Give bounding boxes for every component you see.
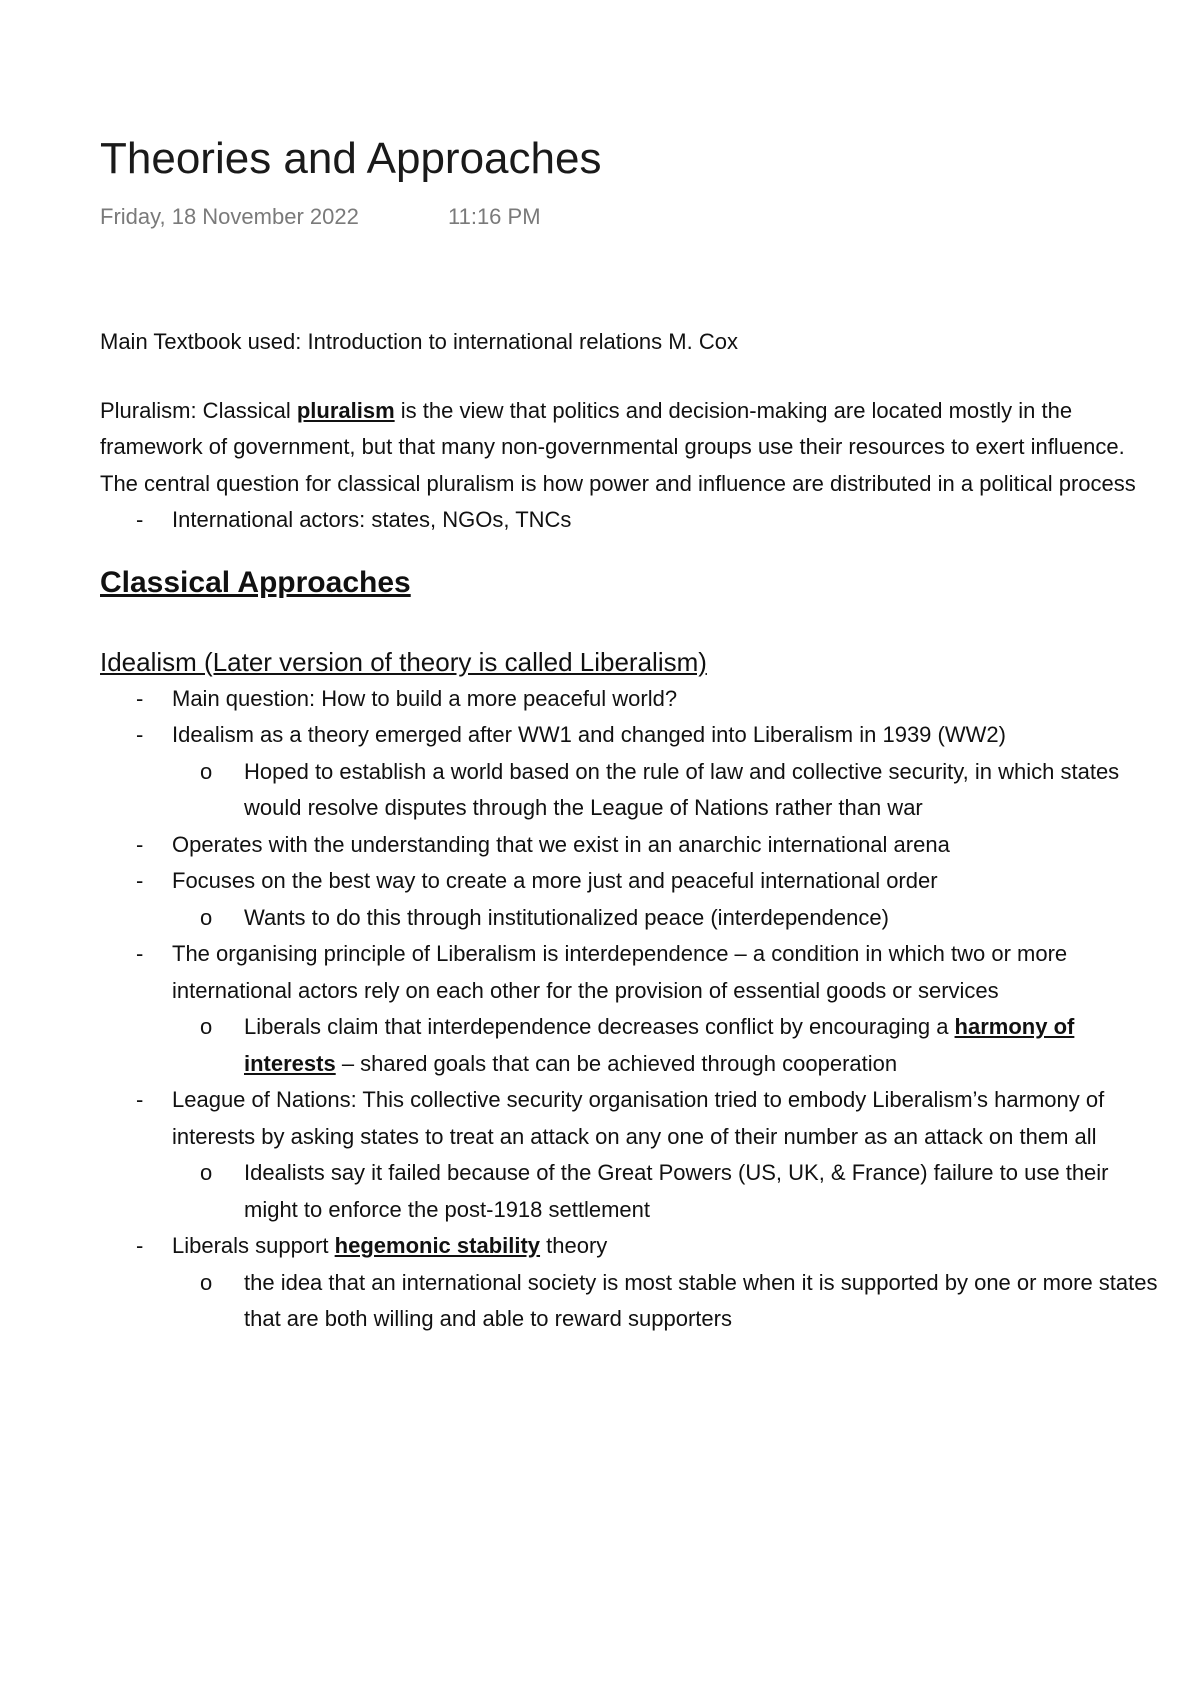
pluralism-intro: Pluralism: Classical: [100, 397, 297, 423]
hegemonic-stability-term: hegemonic stability: [334, 1233, 541, 1258]
list-item-text: The organising principle of Liberalism is interdependence – a condition in which two or more international actors rely on each other for the provision of essential goods or services: [172, 941, 1068, 1003]
list-item: [100, 1082, 1160, 1228]
sub-list: [172, 754, 1160, 827]
list-item-text: Operates with the understanding that we exist in an anarchic international arena: [172, 831, 950, 857]
text-run: Liberals claim that interdependence decreases conflict by encouraging a: [244, 1014, 955, 1039]
section-heading: Classical Approaches: [100, 565, 411, 599]
list-item: [100, 827, 1160, 864]
dash-marker: -: [136, 1233, 144, 1258]
list-item: [100, 717, 1160, 827]
text-run: – shared goals that can be achieved through cooperation: [335, 1050, 898, 1076]
list-item-text: Idealism as a theory emerged after WW1 and changed into Liberalism in 1939 (WW2): [172, 722, 1006, 747]
sub-list-item-text: [244, 1014, 1074, 1076]
harmony-of-interests-term: harmony of interests: [244, 1014, 1075, 1076]
dash-marker: -: [136, 1087, 144, 1112]
list-item-text: International actors: states, NGOs, TNCs: [172, 507, 572, 532]
circle-marker: o: [200, 1014, 213, 1039]
list-item-text: Main question: How to build a more peaceful world?: [172, 685, 678, 711]
dash-marker: -: [136, 685, 144, 711]
sub-list-item: [100, 754, 1160, 827]
circle-marker: o: [200, 1160, 213, 1185]
list-item: [100, 1228, 1160, 1338]
sub-list: [172, 900, 1160, 937]
page-title: Theories and Approaches: [100, 134, 602, 183]
dash-marker: -: [136, 722, 144, 747]
circle-marker: o: [200, 1269, 213, 1295]
textbook-line: Main Textbook used: Introduction to international relations M. Cox: [100, 329, 738, 354]
pluralism-list: [100, 502, 1160, 539]
sub-list-item-text: Idealists say it failed because of the Great Powers (US, UK, & France) failure to use their might to enforce the post-1918 settlement: [244, 1160, 1109, 1222]
sub-list-item-text: Hoped to establish a world based on the rule of law and collective security, in which states would resolve disputes through the League of Nations rather than war: [244, 758, 1120, 820]
sub-list-item: [100, 1155, 1160, 1228]
page-time: 11:16 PM: [448, 204, 541, 229]
dash-marker: -: [136, 831, 144, 857]
list-item-text: League of Nations: This collective security organisation tried to embody Liberalism’s harmony of interests by asking states to treat an attack on any one of their number as an attack on them all: [172, 1087, 1105, 1149]
circle-marker: o: [200, 758, 213, 784]
list-item: [100, 681, 1160, 718]
sub-list: [172, 1265, 1160, 1338]
pluralism-definition: is the view that politics and decision-making are located mostly in the framework of government, but that many non-governmental groups use their resources to exert influence. The central question for classical pluralism is how power and influence are distributed in a political process: [100, 397, 1136, 496]
sub-list: [172, 1155, 1160, 1228]
sub-list: [172, 1009, 1160, 1082]
text-run: Liberals support: [172, 1233, 335, 1258]
text-run: theory: [540, 1233, 608, 1258]
pluralism-term: pluralism: [296, 397, 395, 423]
idealism-list: [100, 681, 1160, 1338]
sub-list-item: [100, 900, 1160, 937]
page-timestamp: [100, 204, 541, 230]
subsection-heading: Idealism (Later version of theory is called Liberalism): [100, 646, 707, 677]
sub-list-item-text: Wants to do this through institutionalized peace (interdependence): [244, 904, 889, 930]
list-item: [100, 863, 1160, 936]
sub-list-item: [100, 1009, 1160, 1082]
pluralism-paragraph: [100, 393, 1160, 503]
page-date: Friday, 18 November 2022: [100, 204, 359, 229]
list-item-text: [172, 1233, 607, 1258]
list-item: [100, 936, 1160, 1082]
sub-list-item: [100, 1265, 1160, 1338]
list-item-text: Focuses on the best way to create a more just and peaceful international order: [172, 868, 938, 893]
circle-marker: o: [200, 904, 213, 930]
sub-list-item-text: the idea that an international society is most stable when it is supported by one or more states that are both willing and able to reward supporters: [244, 1269, 1158, 1331]
dash-marker: -: [136, 941, 144, 966]
note-body: [100, 324, 1160, 1338]
dash-marker: -: [136, 868, 144, 893]
dash-marker: -: [136, 507, 144, 532]
list-item: [100, 502, 1160, 539]
